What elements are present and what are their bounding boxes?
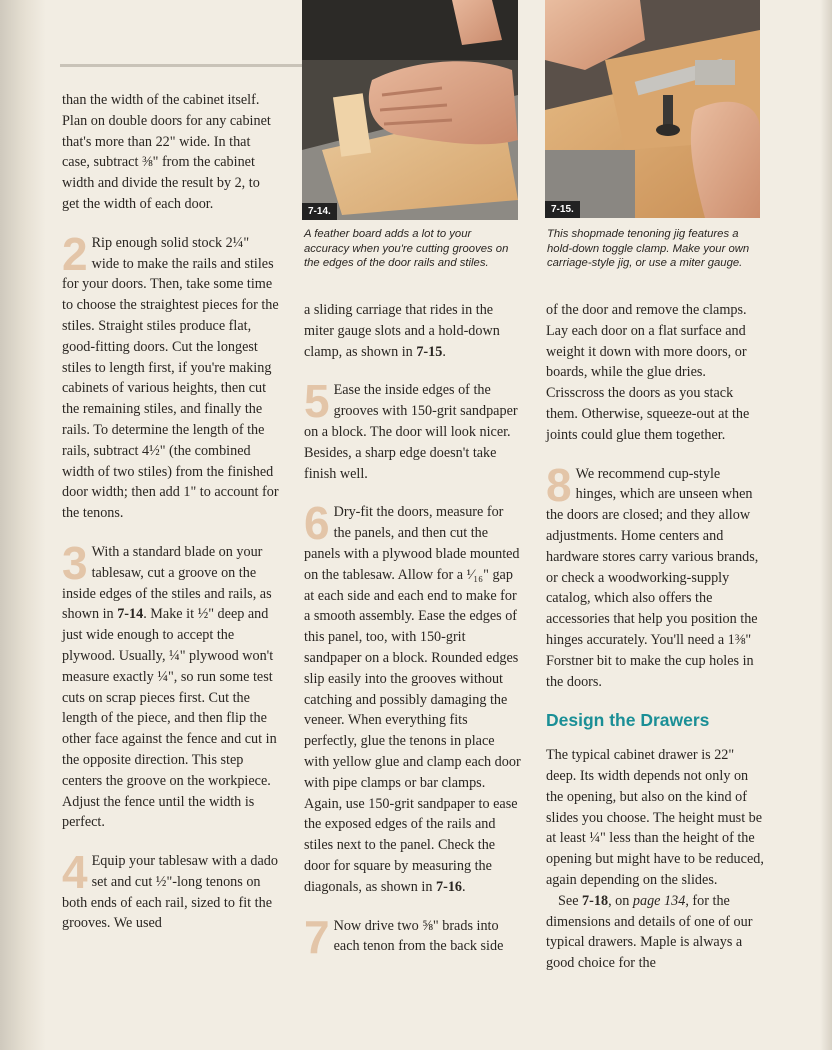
page-reference: page 134 [632, 892, 686, 909]
step-number: 5 [304, 375, 330, 428]
step-text: . [462, 878, 466, 895]
column-1 [62, 90, 280, 934]
paragraph-text: . [442, 343, 446, 360]
step-text: Rip enough solid stock 2¼" wide to make the rails and stiles for your doors. Then, take some time to choose the straightest pieces for the stiles. Straight stiles produce flat, good-fitting doors. Cut the longest stiles to length first, if you're making cabinets of various heights, then cut the remaining stiles, and finally the rails. To determine the length of the rails, subtract 4½" (the combined width of two stiles) from the finished door width; then add 1" to account for the tenons. [62, 234, 279, 522]
paragraph-text: a sliding carriage that rides in the miter gauge slots and a hold-down clamp, as shown in [304, 302, 500, 360]
step-8 [546, 458, 764, 693]
step-number: 6 [304, 497, 330, 550]
step-text: We recommend cup-style hinges, which are unseen when the doors are closed; and they allow adjustments. Home centers and hardware stores carry various brands, or check a woodworking-supply catalog, which also offers the accessories that help you position the hinges accurately. You'll need a 1⅜" Forstner bit to make the cup holes in the doors. [546, 465, 759, 690]
page-binding-shadow [0, 0, 46, 1050]
top-rule [60, 64, 306, 67]
column-2 [304, 300, 522, 963]
paragraph: The typical cabinet drawer is 22" deep. Its width depends not only on the opening, but also on the kind of slides you choose. The height must be at least ¼" less than the height of the opening but might have to be reduced, again depending on the slides. [546, 747, 764, 888]
feather-board-photo [302, 0, 518, 220]
paragraph: than the width of the cabinet itself. Plan on double doors for any cabinet that's more than 22" wide. In that case, subtract ⅜" from the cabinet width and divide the result by 2, to get the width of each door. [62, 92, 271, 212]
tenoning-jig-photo [545, 0, 760, 218]
figure-label: 7-14. [302, 203, 337, 220]
section-heading: Design the Drawers [546, 710, 710, 731]
step-text: Ease the inside edges of the grooves with 150-grit sandpaper on a block. The door will look nicer. Besides, a sharp edge doesn't take finish well. [304, 382, 518, 482]
step-7 [304, 910, 522, 963]
figure-reference: 7-18 [582, 892, 609, 909]
paragraph [304, 300, 522, 362]
step-number: 7 [304, 910, 330, 963]
figure-reference: 7-14 [117, 606, 144, 623]
photo-7-14 [302, 0, 518, 220]
step-number: 3 [62, 536, 88, 589]
step-4 [62, 846, 280, 934]
step-text: With a standard blade on your tablesaw, cut a groove on the inside edges of the stiles and rails, as shown in [62, 543, 272, 623]
step-5 [304, 375, 522, 484]
paragraph: of the door and remove the clamps. Lay each door on a flat surface and weight it down with more doors, or boards, while the glue dries. Crisscross the doors as you stack them. Otherwise, squeeze-out at the joints could glue them together. [546, 302, 750, 443]
step-number: 8 [546, 458, 572, 511]
step-text: . Make it ½" deep and just wide enough to accept the plywood. Usually, ¼" plywood won't measure exactly ¼", so run some test cuts on scrap pieces first. Cut the length of the piece, and then flip the other face against the fence and cut in the opposite direction. This step centers the groove on the workpiece. Adjust the fence until the width is perfect. [62, 606, 277, 831]
figure-caption: This shopmade tenoning jig features a hold-down toggle clamp. Make your own carriage-style jig, or use a miter gauge. [547, 228, 750, 270]
step-text: Dry-fit the doors, measure for the panels, and then cut the panels with a plywood blade mounted on the tablesaw. Allow for a ¹⁄₁₆" gap at each side and each end to make for a smooth assembly. Ease the edges of this panel, too, with 150-grit sandpaper on a block. Rounded edges slip easily into the grooves without catching and possibly damaging the veneer. When everything fits perfectly, glue the tenons in place with yellow glue and clamp each door with pipe clamps or bar clamps. Again, use 150-grit sandpaper to ease the exposed edges of the rails and stiles next to the panel. Check the door for square by measuring the diagonals, as shown in [304, 504, 521, 895]
figure-reference: 7-16 [436, 878, 463, 895]
step-number: 2 [62, 227, 88, 280]
step-2 [62, 227, 280, 524]
step-text: Equip your tablesaw with a dado set and cut ½"-long tenons on both ends of each rail, sized to fit the grooves. We used [62, 853, 278, 932]
column-3 [546, 300, 764, 974]
step-3 [62, 536, 280, 833]
photo-7-15 [545, 0, 760, 218]
figure-label: 7-15. [545, 201, 580, 218]
step-text: Now drive two ⅝" brads into each tenon from the back side [333, 917, 504, 955]
figure-caption: A feather board adds a lot to your accuracy when you're cutting grooves on the edges of the door rails and stiles. [304, 228, 509, 270]
paragraph-text: , on [608, 892, 633, 909]
page-edge-shadow [820, 0, 832, 1050]
paragraph [546, 891, 764, 974]
step-6 [304, 497, 522, 897]
paragraph-text: See [558, 892, 583, 909]
paragraph-text: , for the dimensions and details of one of our typical drawers. Maple is always a good choice for the [546, 892, 753, 972]
step-number: 4 [62, 846, 88, 899]
figure-reference: 7-15 [416, 343, 443, 360]
